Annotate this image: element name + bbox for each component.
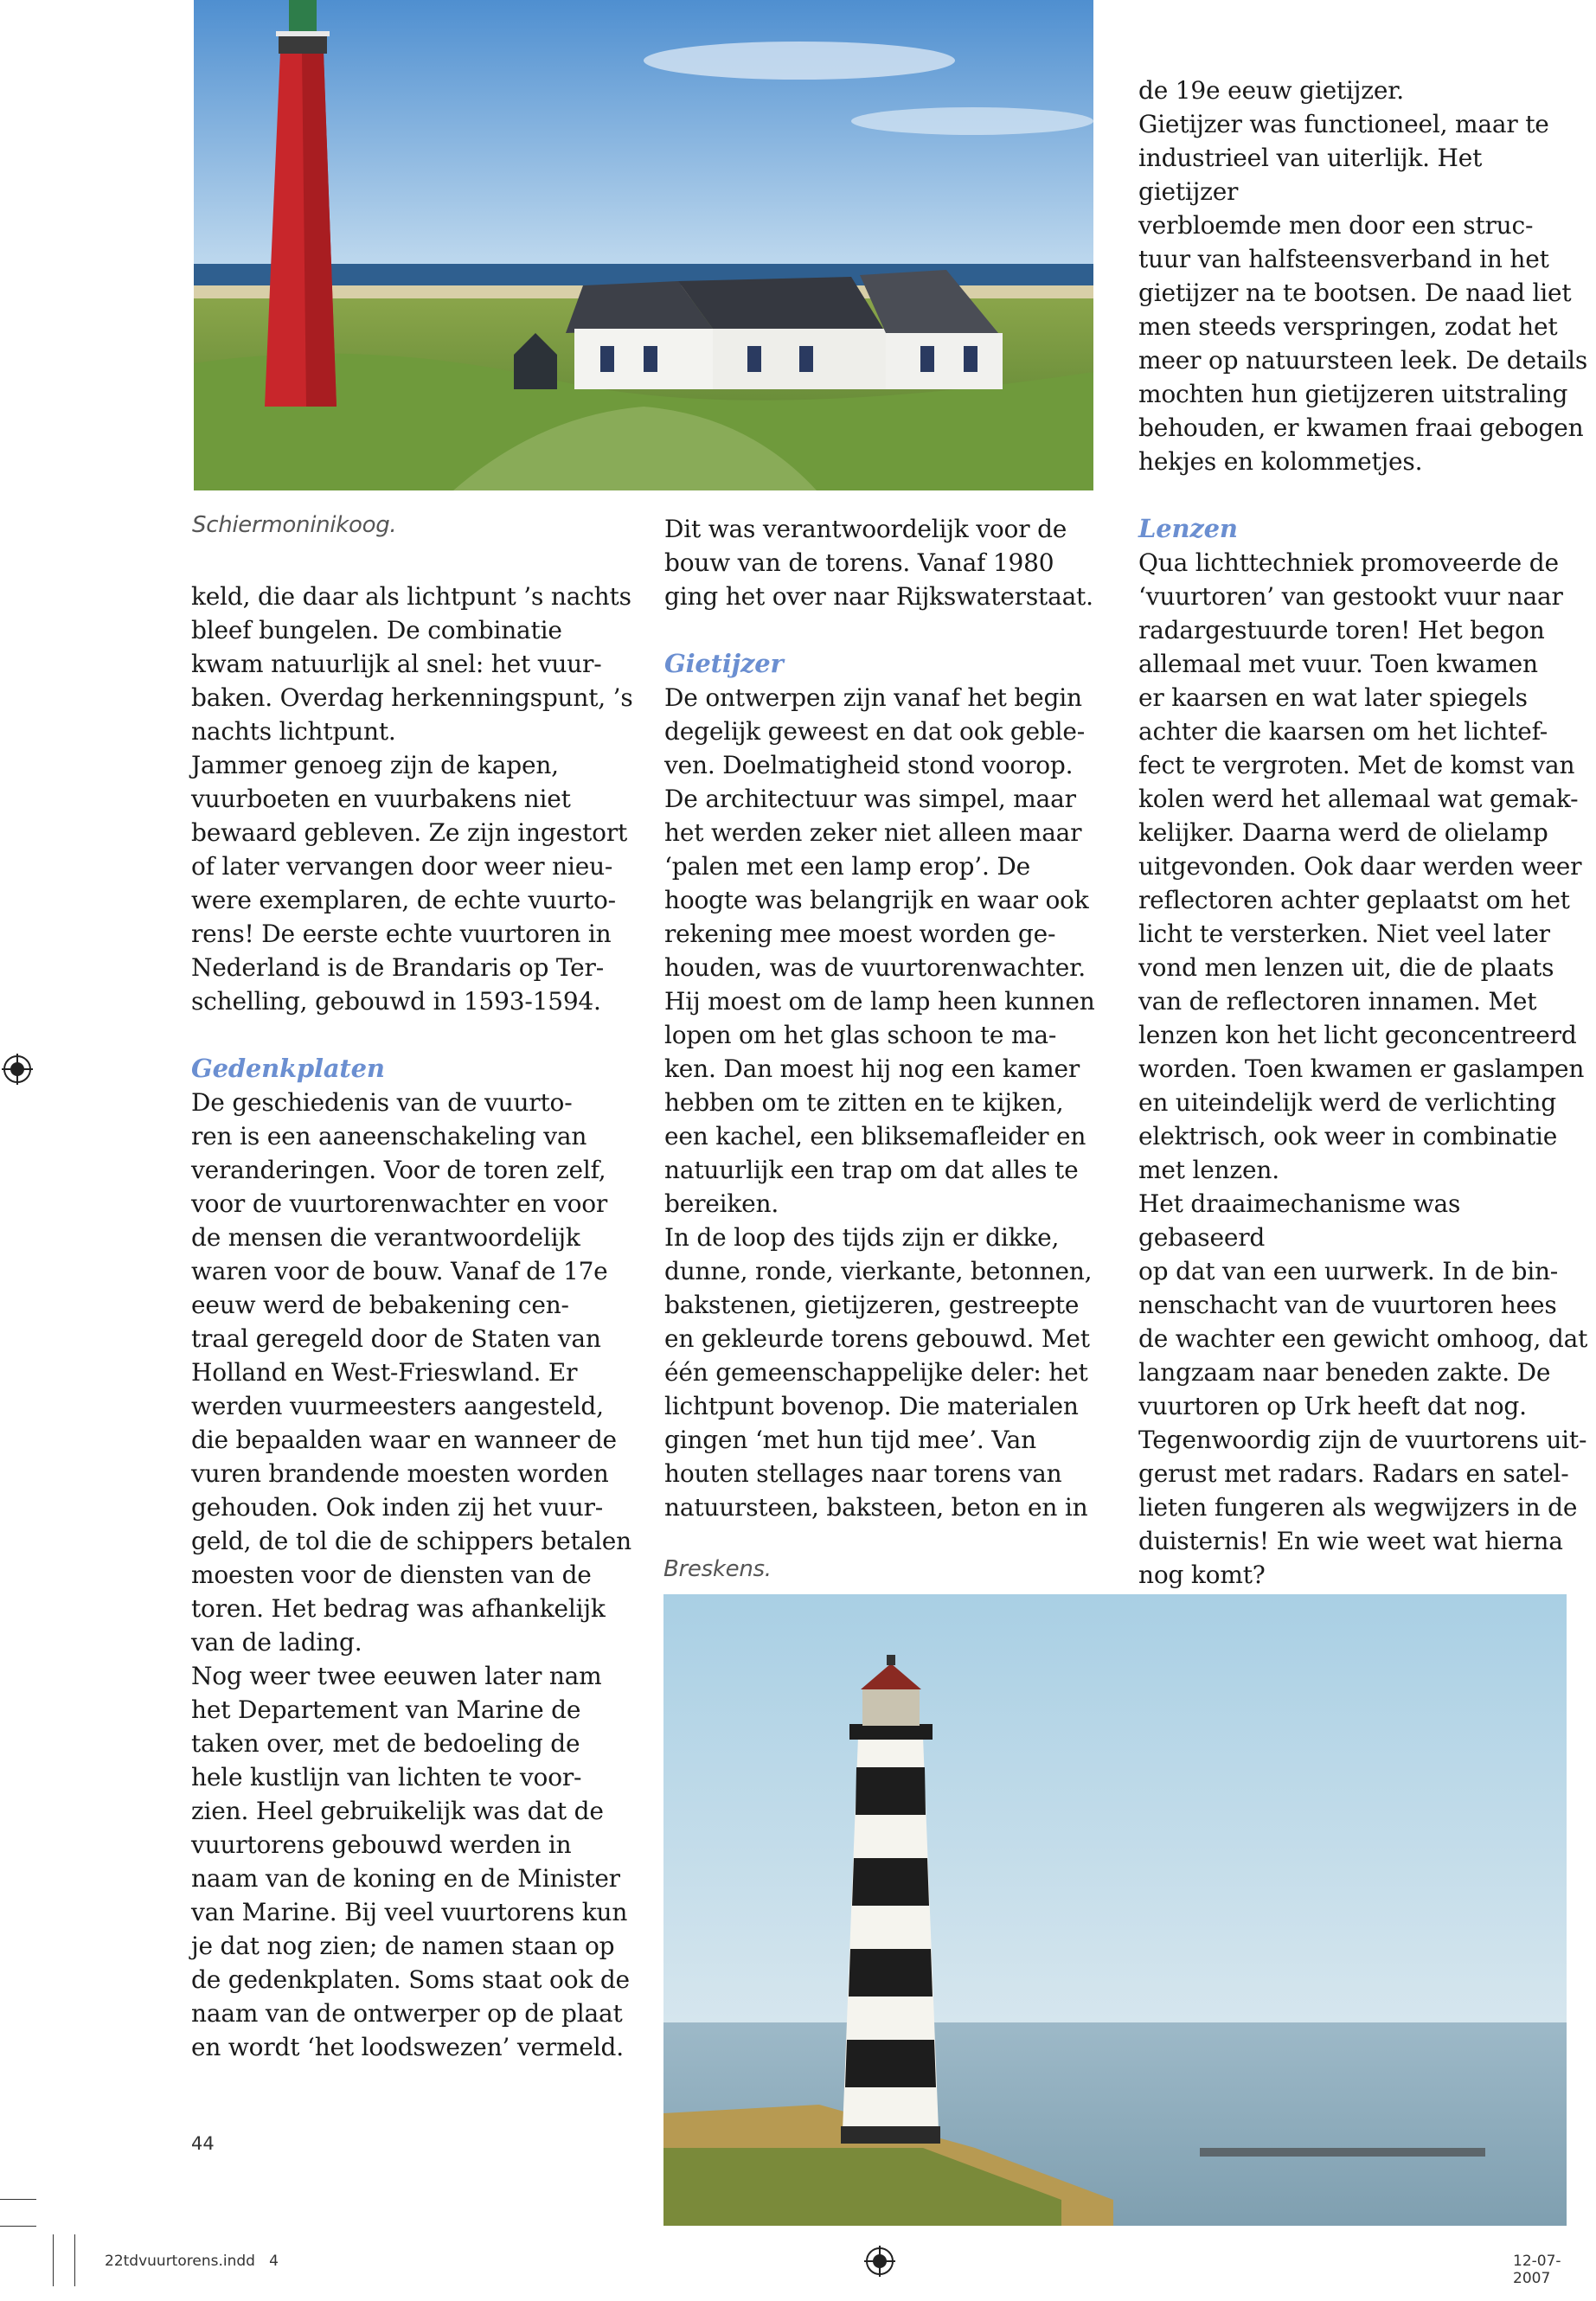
slug-date: 12-07-2007 — [1513, 2253, 1561, 2287]
crop-mark — [0, 2199, 36, 2200]
heading-gietijzer: Gietijzer — [664, 649, 784, 678]
heading-gedenkplaten: Gedenkplaten — [191, 1054, 385, 1083]
col3-paragraph-1: de 19e eeuw gietijzer. Gietijzer was functioneel, maar te industrieel van uiterlijk. Het gietijzer verbloemde men door een struc- tuur van halfsteensverband in het gietijzer na te bootsen. De naad liet men steeds verspringen, zodat het meer op natuursteen leek. De details mochten hun gietijzeren uitstraling behouden, er kwamen fraai gebogen hekjes en kolommetjes. — [1138, 76, 1588, 476]
crop-mark — [53, 2234, 54, 2286]
top-photo — [194, 0, 1093, 490]
crop-mark — [74, 2234, 75, 2286]
heading-lenzen: Lenzen — [1138, 514, 1238, 543]
bottom-photo — [663, 1594, 1567, 2226]
text-column-2 — [664, 512, 1114, 1524]
slug-filename: 22tdvuurtorens.indd 4 — [105, 2253, 279, 2270]
col3-paragraph-2: Qua lichttechniek promoveerde de ‘vuurtoren’ van gestookt vuur naar radargestuurde toren! Het begon allemaal met vuur. Toen kwamen er kaarsen en wat later spiegels achter die kaarsen om het lichtef- fect te vergroten. Met de komst van kolen werd het allemaal wat gemak- kelijker. Daarna werd de olielamp uitgevonden. Ook daar werden weer reflectoren achter geplaatst om het licht te versterken. Niet veel later vond men lenzen uit, die de plaats van de reflectoren innamen. Met lenzen kon het licht geconcentreerd worden. Toen kwamen er gaslampen en uiteindelijk werd de verlichting elektrisch, ook weer in combinatie met lenzen. Het draaimechanisme was gebaseerd op dat van een uurwerk. In de bin- nenschacht van de vuurtoren hees de wachter een gewicht omhoog, dat langzaam naar beneden zakte. De vuurtoren op Urk heeft dat nog. Tegenwoordig zijn de vuurtorens uit- gerust met radars. Radars en satel- lieten fungeren als wegwijzers in de duisternis! En wie weet wat hierna nog komt? — [1138, 548, 1588, 1589]
col2-paragraph-2: De ontwerpen zijn vanaf het begin degelijk geweest en dat ook geble- ven. Doelmatigheid stond voorop. De architectuur was simpel, maar het werden zeker niet alleen maar ‘palen met een lamp erop’. De hoogte was belangrijk en waar ook rekening mee moest worden ge- houden, was de vuurtorenwachter. Hij moest om de lamp heen kunnen lopen om het glas schoon te ma- ken. Dan moest hij nog een kamer hebben om te zitten en te kijken, een kachel, een bliksemafleider en natuurlijk een trap om dat alles te bereiken. In de loop des tijds zijn er dikke, dunne, ronde, vierkante, betonnen, bakstenen, gietijzeren, gestreepte en gekleurde torens gebouwd. Met één gemeenschappelijke deler: het lichtpunt bovenop. Die materialen gingen ‘met hun tijd mee’. Van houten stellages naar torens van natuursteen, baksteen, beton en in — [664, 683, 1095, 1522]
text-column-1 — [191, 580, 641, 2064]
registration-mark-icon — [864, 2246, 895, 2277]
col1-paragraph-1: keld, die daar als lichtpunt ’s nachts bleef bungelen. De combinatie kwam natuurlijk al snel: het vuur- baken. Overdag herkenningspunt, ’s nachts lichtpunt. Jammer genoeg zijn de kapen, vuurboeten en vuurbakens niet bewaard gebleven. Ze zijn ingestort of later vervangen door weer nieu- were exemplaren, de echte vuurto- rens! De eerste echte vuurtoren in Nederland is de Brandaris op Ter- schelling, gebouwd in 1593-1594. — [191, 582, 633, 1016]
bottom-photo-image — [663, 1594, 1567, 2226]
text-column-3 — [1138, 74, 1588, 1592]
bottom-photo-caption: Breskens. — [663, 1556, 772, 1582]
top-photo-image — [194, 0, 1093, 490]
col2-paragraph-1: Dit was verantwoordelijk voor de bouw van de torens. Vanaf 1980 ging het over naar Rijkswaterstaat. — [664, 515, 1093, 611]
col1-paragraph-2: De geschiedenis van de vuurto- ren is een aaneenschakeling van veranderingen. Voor de toren zelf, voor de vuurtorenwachter en voor de mensen die verantwoordelijk waren voor de bouw. Vanaf de 17e eeuw werd de bebakening cen- traal geregeld door de Staten van Holland en West-Frieswland. Er werden vuurmeesters aangesteld, die bepaalden waar en wanneer de vuren brandende moesten worden gehouden. Ook inden zij het vuur- geld, de tol die de schippers betalen moesten voor de diensten van de toren. Het bedrag was afhankelijk van de lading. Nog weer twee eeuwen later nam het Departement van Marine de taken over, met de bedoeling de hele kustlijn van lichten te voor- zien. Heel gebruikelijk was dat de vuurtorens gebouwd werden in naam van de koning en de Minister van Marine. Bij veel vuurtorens kun je dat nog zien; de namen staan op de gedenkplaten. Soms staat ook de naam van de ontwerper op de plaat en wordt ‘het loodswezen’ vermeld. — [191, 1088, 631, 2061]
crop-mark — [0, 2226, 36, 2227]
page-number: 44 — [191, 2133, 215, 2154]
registration-mark-icon — [2, 1054, 33, 1085]
top-photo-caption: Schiermoninikoog. — [192, 512, 397, 538]
